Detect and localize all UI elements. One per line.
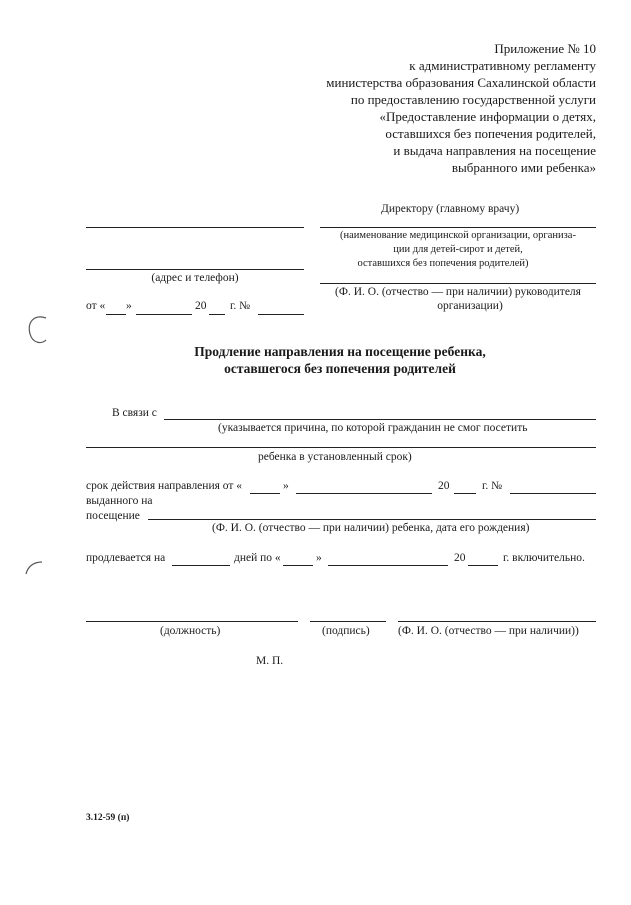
- validity-number-label: г. №: [482, 480, 503, 492]
- days-mid: »: [316, 552, 322, 564]
- header-line: по предоставлению государственной услуги: [350, 92, 596, 107]
- reason-line[interactable]: [164, 419, 596, 420]
- header-line: Приложение № 10: [494, 41, 596, 56]
- header-line: оставшихся без попечения родителей,: [385, 126, 596, 141]
- name-line[interactable]: [398, 621, 596, 622]
- reason-caption-2: ребенка в установленный срок): [258, 451, 412, 463]
- org-caption-3: оставшихся без попечения родителей): [357, 258, 529, 269]
- signature-line[interactable]: [310, 621, 386, 622]
- date-number-line[interactable]: [258, 314, 304, 315]
- extended-label: продлевается на: [86, 552, 166, 564]
- head-caption-1: (Ф. И. О. (отчество — при наличии) руководителя: [335, 286, 581, 298]
- header-line: министерства образования Сахалинской области: [326, 75, 596, 90]
- header-line: к административному регламенту: [409, 58, 596, 73]
- org-name-line: [320, 227, 596, 228]
- org-caption-2: ции для детей-сирот и детей,: [393, 244, 523, 255]
- header-line: выбранного ими ребенка»: [451, 160, 596, 175]
- date-month-line[interactable]: [136, 314, 192, 315]
- name-caption: (Ф. И. О. (отчество — при наличии)): [398, 625, 579, 637]
- date-day-line[interactable]: [106, 314, 126, 315]
- address-line: [86, 269, 304, 270]
- stamp-placeholder: М. П.: [256, 655, 284, 667]
- reason-caption-1: (указывается причина, по которой гражданин не смог посетить: [218, 422, 528, 434]
- date-mid: »: [126, 300, 132, 312]
- date-number-label: г. №: [230, 300, 251, 312]
- signature-caption: (подпись): [322, 625, 370, 637]
- addressee-to: Директору (главному врачу): [381, 203, 520, 215]
- header-line: «Предоставление информации о детях,: [379, 109, 596, 124]
- sender-name-line: [86, 227, 304, 228]
- validity-year-line[interactable]: [454, 493, 476, 494]
- reason-label: В связи с: [112, 407, 157, 419]
- org-caption-1: (наименование медицинской организации, организа-: [340, 230, 576, 241]
- validity-mid: »: [283, 480, 289, 492]
- extended-days-line[interactable]: [172, 565, 230, 566]
- date-prefix: от «: [86, 300, 106, 312]
- address-caption: (адрес и телефон): [151, 272, 239, 284]
- document-title-2: оставшегося без попечения родителей: [224, 361, 456, 376]
- visit-label: посещение: [86, 510, 140, 522]
- validity-month-line[interactable]: [296, 493, 432, 494]
- head-caption-2: организации): [437, 300, 503, 312]
- form-code: 3.12-59 (п): [86, 813, 130, 823]
- position-caption: (должность): [160, 625, 221, 637]
- date-year: 20: [195, 300, 207, 312]
- head-name-line: [320, 283, 596, 284]
- child-caption: (Ф. И. О. (отчество — при наличии) ребенка, дата его рождения): [212, 522, 530, 534]
- end-suffix: г. включительно.: [503, 552, 585, 564]
- validity-label: срок действия направления от «: [86, 480, 243, 492]
- end-year-line[interactable]: [468, 565, 498, 566]
- reason-line-2[interactable]: [86, 447, 596, 448]
- end-year: 20: [454, 552, 466, 564]
- days-label: дней по «: [234, 552, 281, 564]
- issued-label: выданного на: [86, 495, 153, 507]
- position-line[interactable]: [86, 621, 298, 622]
- punch-hole-mark: [24, 312, 50, 348]
- document-title-1: Продление направления на посещение ребенка,: [194, 344, 486, 359]
- end-month-line[interactable]: [328, 565, 448, 566]
- date-year-line[interactable]: [209, 314, 225, 315]
- header-line: и выдача направления на посещение: [393, 143, 596, 158]
- punch-hole-mark: [22, 556, 46, 580]
- end-day-line[interactable]: [283, 565, 313, 566]
- validity-day-line[interactable]: [250, 493, 280, 494]
- validity-year: 20: [438, 480, 450, 492]
- validity-number-line[interactable]: [510, 493, 596, 494]
- child-line[interactable]: [148, 519, 596, 520]
